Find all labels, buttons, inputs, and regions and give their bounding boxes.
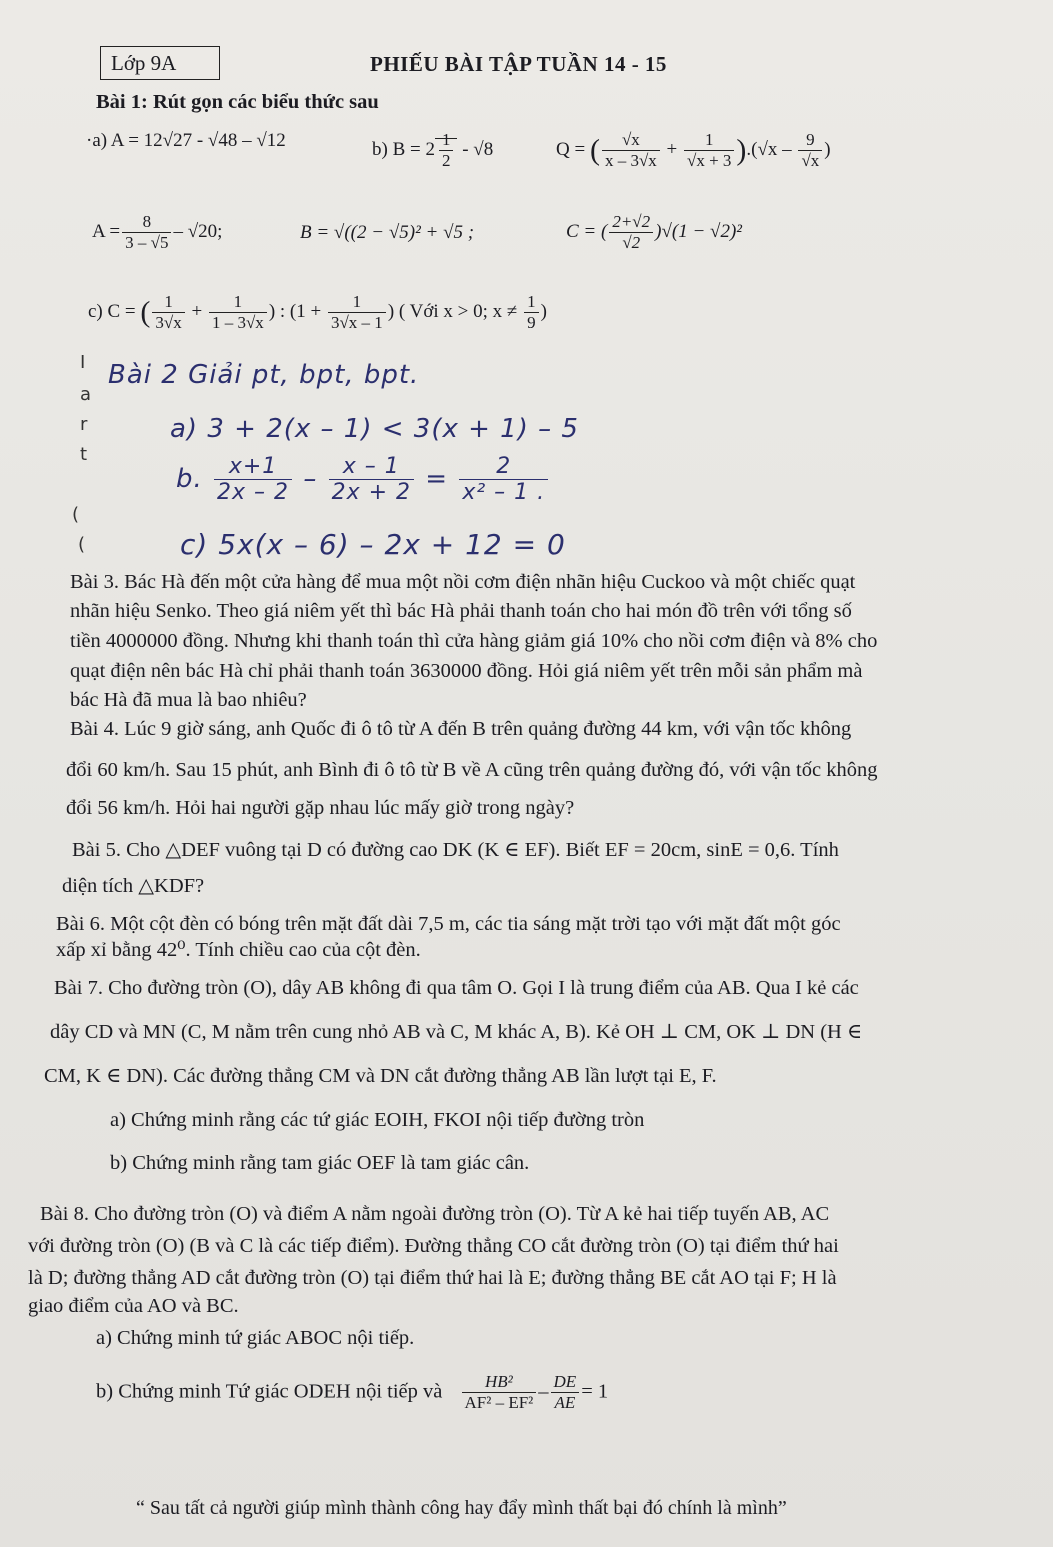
bai1-row3-frac2-num: 1 bbox=[209, 292, 267, 313]
margin-mark-2: a bbox=[80, 384, 92, 405]
bai1-row3-frac1-den: 3√x bbox=[155, 313, 182, 332]
class-label-box: Lớp 9A bbox=[100, 46, 220, 80]
bai2-heading-handwritten: Bài 2 Giải pt, bpt, bpt. bbox=[108, 360, 420, 390]
bai1-row2-c-pre: C = ( bbox=[566, 220, 608, 242]
margin-mark-1: I bbox=[80, 352, 86, 373]
bai2-b-frac1-num: x+1 bbox=[214, 454, 292, 480]
bai8-b-frac1 bbox=[462, 1372, 537, 1414]
bai1-heading-text: Bài 1: Rút gọn các biểu thức sau bbox=[96, 91, 379, 113]
bai1-b-pre: b) B = 2 bbox=[372, 138, 435, 160]
bai1-row3-colon: ) : (1 + bbox=[268, 300, 322, 322]
bai1-q-end: ) bbox=[824, 138, 831, 160]
bai1-row3-frac1 bbox=[152, 292, 184, 333]
bai1-row3-frac3-den: 3√x – 1 bbox=[330, 313, 383, 332]
margin-mark-3: r bbox=[80, 414, 88, 435]
bai6-line-1: Bài 6. Một cột đèn có bóng trên mặt đất dài 7,5 m, các tia sáng mặt trời tạo với mặt đất một góc bbox=[56, 913, 841, 935]
bai7-part-b: b) Chứng minh rằng tam giác OEF là tam giác cân. bbox=[110, 1152, 530, 1174]
bai8-part-b-text: b) Chứng minh Tứ giác ODEH nội tiếp và bbox=[96, 1380, 443, 1403]
bai1-row2-a bbox=[92, 212, 222, 253]
bai1-row2-a-num: 8 bbox=[122, 212, 171, 233]
bai4-line-1: Bài 4. Lúc 9 giờ sáng, anh Quốc đi ô tô từ A đến B trên quảng đường 44 km, với vận tốc không bbox=[70, 718, 852, 740]
bai2-b-frac2-den: 2x + 2 bbox=[331, 480, 412, 505]
bai2-b-minus: – bbox=[303, 464, 318, 494]
bai1-b-frac-den: 2 bbox=[441, 151, 451, 170]
bai1-row3-frac1-num: 1 bbox=[152, 292, 184, 313]
bai1-q-paren-close: ) bbox=[736, 133, 747, 167]
bai8-line-4: giao điểm của AO và BC. bbox=[28, 1295, 239, 1317]
bai1-row2-b: B = √((2 − √5)² + √5 ; bbox=[300, 222, 475, 243]
bai8-line-2: với đường tròn (O) (B và C là các tiếp điểm). Đường thẳng CO cắt đường tròn (O) tại điểm thứ hai bbox=[28, 1235, 839, 1257]
bai4-line-3: đổi 56 km/h. Hỏi hai người gặp nhau lúc mấy giờ trong ngày? bbox=[66, 797, 575, 819]
footer-quote: “ Sau tất cả người giúp mình thành công hay đẩy mình thất bại đó chính là mình” bbox=[136, 1497, 787, 1519]
bai1-row1 bbox=[86, 130, 286, 152]
bai2-b-frac3-num: 2 bbox=[459, 454, 548, 480]
bai1-b-expr bbox=[372, 130, 493, 171]
bai1-a-expr: ·a) A = 12√27 - √48 – √12 bbox=[86, 130, 286, 151]
bai1-b-post: - √8 bbox=[462, 138, 494, 160]
bai2-b-pre: b. bbox=[176, 464, 203, 494]
bai1-row3-cond: ) ( Với x > 0; x ≠ bbox=[387, 300, 518, 322]
bai7-part-a: a) Chứng minh rằng các tứ giác EOIH, FKOI nội tiếp đường tròn bbox=[110, 1109, 645, 1131]
bai2-b-handwritten bbox=[176, 454, 550, 505]
bai8-part-b bbox=[96, 1372, 608, 1414]
bai3-line-4: quạt điện nên bác Hà chỉ phải thanh toán 3630000 đồng. Hỏi giá niêm yết trên mỗi sản phẩm mà bbox=[70, 660, 863, 682]
bai4-line-2: đổi 60 km/h. Sau 15 phút, anh Bình đi ô tô từ B về A cũng trên quảng đường đó, với vận tốc không bbox=[66, 759, 878, 781]
bai1-row2-a-den: 3 – √5 bbox=[125, 233, 169, 252]
bai1-b-sqrt bbox=[435, 130, 458, 170]
margin-mark-4: t bbox=[80, 444, 88, 465]
bai7-line-2: dây CD và MN (C, M nằm trên cung nhỏ AB và C, M khác A, B). Kẻ OH ⊥ CM, OK ⊥ DN (H ∈ bbox=[50, 1021, 863, 1043]
bai8-b-frac2-num: DE bbox=[551, 1372, 580, 1393]
bai1-q-frac3-num: 9 bbox=[798, 130, 822, 151]
bai1-q-frac2-num: 1 bbox=[684, 130, 734, 151]
bai1-row2-c-frac bbox=[609, 212, 653, 253]
bai3-line-5: bác Hà đã mua là bao nhiêu? bbox=[70, 689, 307, 711]
bai1-b-frac-num: 1 bbox=[439, 130, 454, 151]
bai1-b-frac bbox=[439, 130, 454, 171]
bai1-row2-c-post: )√(1 − √2)² bbox=[655, 220, 742, 242]
bai3-line-2: nhãn hiệu Senko. Theo giá niêm yết thì bác Hà phải thanh toán cho hai món đồ trên với tổng số bbox=[70, 600, 852, 622]
bai1-q-frac1-num: √x bbox=[602, 130, 660, 151]
bai3-line-1: Bài 3. Bác Hà đến một cửa hàng để mua một nồi cơm điện nhãn hiệu Cuckoo và một chiếc quạt bbox=[70, 571, 856, 593]
bai7-line-3: CM, K ∈ DN). Các đường thẳng CM và DN cắt đường thẳng AB lần lượt tại E, F. bbox=[44, 1065, 717, 1087]
bai7-line-1: Bài 7. Cho đường tròn (O), dây AB không đi qua tâm O. Gọi I là trung điểm của AB. Qua I kẻ các bbox=[54, 977, 859, 999]
bai2-b-eq: = bbox=[425, 464, 449, 494]
bai5-line-2: diện tích △KDF? bbox=[62, 875, 205, 897]
bai3-line-3: tiền 4000000 đồng. Nhưng khi thanh toán thì cửa hàng giảm giá 10% cho nồi cơm điện và 8% cho bbox=[70, 630, 878, 652]
bai8-b-frac2-den: AE bbox=[554, 1393, 576, 1413]
bai2-b-frac3-den: x² – 1 . bbox=[462, 480, 546, 505]
bai1-row3-frac3 bbox=[328, 292, 386, 333]
bai1-row2-a-pre: A = bbox=[92, 220, 121, 242]
bai1-q-plus: + bbox=[666, 138, 678, 160]
bai1-row3-plus: + bbox=[191, 300, 203, 322]
bai2-a-handwritten: a) 3 + 2(x – 1) < 3(x + 1) – 5 bbox=[170, 414, 579, 444]
bai1-q-expr bbox=[556, 130, 831, 171]
bai1-q-frac1 bbox=[602, 130, 660, 171]
bai8-b-frac1-den: AF² – EF² bbox=[464, 1393, 534, 1413]
bai2-c-handwritten: c) 5x(x – 6) – 2x + 12 = 0 bbox=[180, 528, 566, 561]
bai2-b-frac3 bbox=[459, 454, 548, 505]
bai1-row3-pre: c) C = bbox=[88, 300, 136, 322]
bai2-b-frac2 bbox=[329, 454, 414, 505]
margin-mark-6: ( bbox=[78, 534, 86, 555]
bai1-row3-frac2 bbox=[209, 292, 267, 333]
bai1-q-pre: Q = bbox=[556, 138, 586, 160]
bai1-row2-a-frac bbox=[122, 212, 171, 253]
bai1-q-frac2 bbox=[684, 130, 734, 171]
bai8-b-eq: = 1 bbox=[581, 1380, 609, 1403]
bai2-b-frac2-num: x – 1 bbox=[329, 454, 414, 480]
bai1-row3-cond-num: 1 bbox=[524, 292, 539, 313]
bai8-b-frac2 bbox=[551, 1372, 580, 1414]
bai1-row2-a-post: – √20; bbox=[173, 220, 223, 242]
bai1-q-frac1-den: x – 3√x bbox=[604, 151, 657, 170]
margin-mark-5: ( bbox=[72, 504, 80, 525]
bai1-row3 bbox=[88, 292, 547, 333]
bai1-q-frac3 bbox=[798, 130, 822, 171]
bai8-line-3: là D; đường thẳng AD cắt đường tròn (O) tại điểm thứ hai là E; đường thẳng BE cắt AO tại F; H là bbox=[28, 1267, 837, 1289]
bai8-b-minus: – bbox=[538, 1380, 549, 1403]
bai2-b-frac1 bbox=[214, 454, 292, 505]
bai1-row2-c bbox=[566, 212, 742, 253]
bai1-row3-paren1: ( bbox=[140, 295, 151, 329]
bai1-row3-frac3-num: 1 bbox=[328, 292, 386, 313]
bai1-heading bbox=[96, 90, 379, 115]
bai1-q-mid: .(√x – bbox=[746, 138, 792, 160]
bai1-row3-frac2-den: 1 – 3√x bbox=[211, 313, 264, 332]
bai1-row2-c-den: √2 bbox=[622, 233, 641, 252]
bai1-row3-cond-end: ) bbox=[540, 300, 547, 322]
bai2-b-frac1-den: 2x – 2 bbox=[217, 480, 290, 505]
bai1-q-paren-open: ( bbox=[589, 133, 600, 167]
bai6-line-2: xấp xỉ bằng 42⁰. Tính chiều cao của cột đèn. bbox=[56, 939, 421, 961]
bai8-b-frac1-num: HB² bbox=[462, 1372, 537, 1393]
worksheet-title: PHIẾU BÀI TẬP TUẦN 14 - 15 bbox=[370, 52, 667, 76]
bai5-line-1: Bài 5. Cho △DEF vuông tại D có đường cao DK (K ∈ EF). Biết EF = 20cm, sinE = 0,6. Tính bbox=[72, 839, 839, 861]
bai1-q-frac3-den: √x bbox=[801, 151, 820, 170]
bai8-part-a: a) Chứng minh tứ giác ABOC nội tiếp. bbox=[96, 1327, 415, 1349]
bai1-q-frac2-den: √x + 3 bbox=[687, 151, 732, 170]
bai1-row3-cond-frac bbox=[524, 292, 539, 333]
bai8-line-1: Bài 8. Cho đường tròn (O) và điểm A nằm ngoài đường tròn (O). Từ A kẻ hai tiếp tuyến AB, AC bbox=[40, 1203, 830, 1225]
bai1-row2-c-num: 2+√2 bbox=[609, 212, 653, 233]
bai1-row3-cond-den: 9 bbox=[527, 313, 536, 332]
